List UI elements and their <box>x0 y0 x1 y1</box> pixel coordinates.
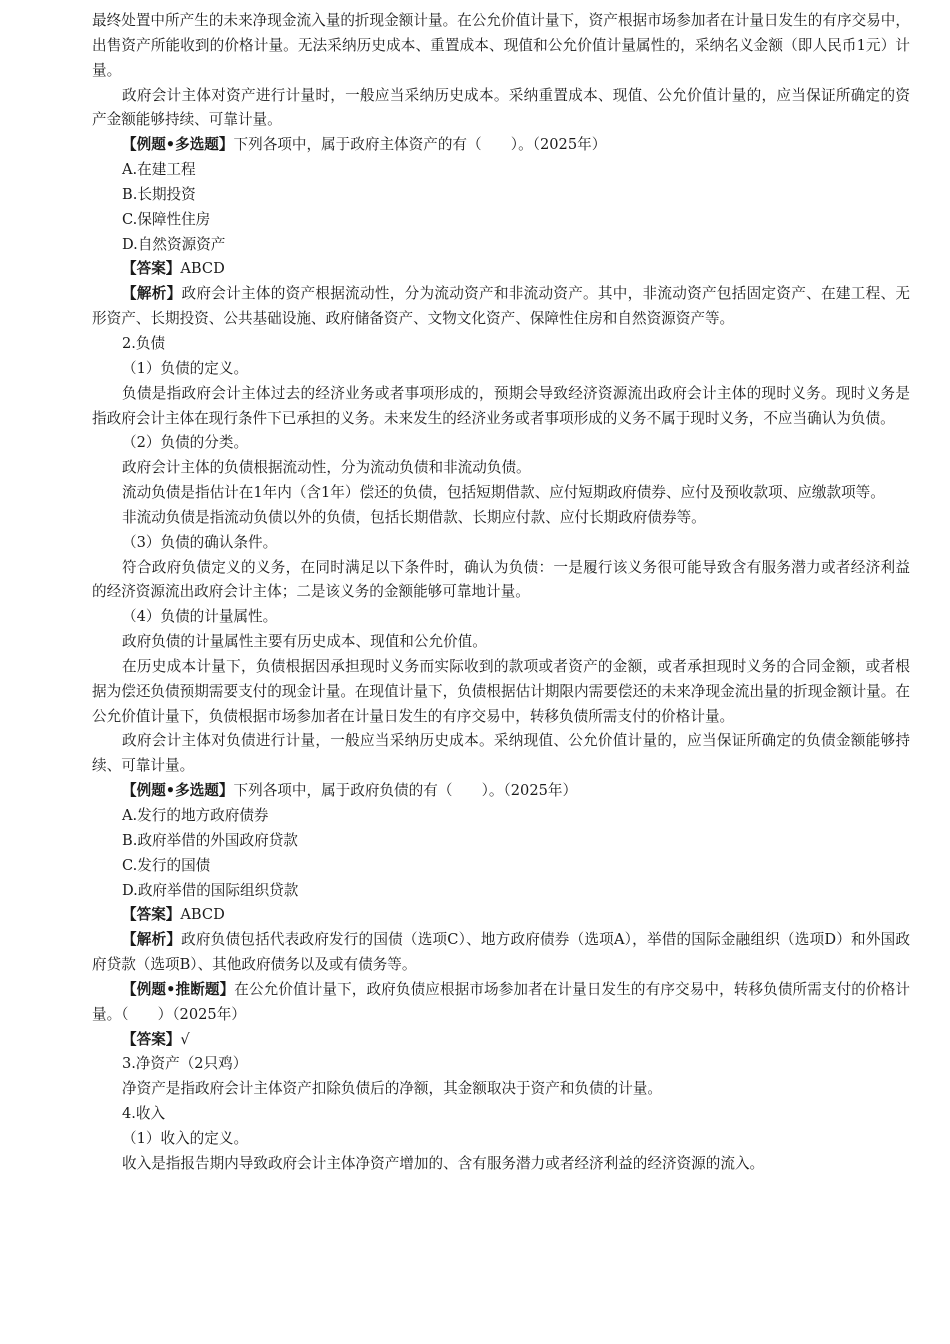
answer-tag: 【答案】 <box>122 1030 181 1048</box>
paragraph <box>92 1152 910 1177</box>
option-a <box>92 158 910 183</box>
option-d <box>92 879 910 904</box>
question-text: 下列各项中，属于政府主体资产的有（ ）。（2025年） <box>233 136 607 154</box>
paragraph <box>92 655 910 730</box>
heading-text: （3）负债的确认条件。 <box>122 533 278 551</box>
option-text: D.自然资源资产 <box>122 235 226 253</box>
section-heading <box>92 1102 910 1127</box>
paragraph <box>92 630 910 655</box>
example-question <box>92 133 910 158</box>
paragraph <box>92 1077 910 1102</box>
paragraph <box>92 506 910 531</box>
section-heading <box>92 1052 910 1077</box>
document-page <box>92 9 910 1177</box>
answer <box>92 1028 910 1053</box>
question-text: 下列各项中，属于政府负债的有（ ）。（2025年） <box>233 782 578 800</box>
explanation-tag: 【解析】 <box>122 931 182 949</box>
option-text: A.在建工程 <box>122 161 196 179</box>
explanation <box>92 928 910 978</box>
answer-text: ABCD <box>180 260 225 278</box>
option-text: A.发行的地方政府债券 <box>122 807 269 824</box>
option-a <box>92 804 910 829</box>
option-d <box>92 233 910 258</box>
paragraph-text: 负债是指政府会计主体过去的经济业务或者事项形成的，预期会导致经济资源流出政府会计主体的现时义务。现时义务是指政府会计主体在现行条件下已承担的义务。未来发生的经济业务或者事项形成的义务不属于现时义务，不应当确认为负债。 <box>92 384 910 427</box>
paragraph-text: 净资产是指政府会计主体资产扣除负债后的净额，其金额取决于资产和负债的计量。 <box>122 1080 662 1098</box>
heading-text: （2）负债的分类。 <box>122 434 249 452</box>
paragraph <box>92 481 910 506</box>
paragraph-text: 符合政府负债定义的义务，在同时满足以下条件时，确认为负债：一是履行该义务很可能导致含有服务潜力或者经济利益的经济资源流出政府会计主体；二是该义务的金额能够可靠地计量。 <box>92 558 910 601</box>
explanation-text: 政府负债包括代表政府发行的国债（选项C）、地方政府债券（选项A），举借的国际金融组织（选项D）和外国政府贷款（选项B）、其他政府债务以及或有债务等。 <box>92 931 910 974</box>
paragraph-text: 非流动负债是指流动负债以外的负债，包括长期借款、长期应付款、应付长期政府债券等。 <box>122 508 706 526</box>
subsection-heading <box>92 605 910 630</box>
option-text: C.发行的国债 <box>122 856 211 874</box>
paragraph <box>92 729 910 779</box>
answer <box>92 903 910 928</box>
explanation-text: 政府会计主体的资产根据流动性，分为流动资产和非流动资产。其中，非流动资产包括固定资产、在建工程、无形资产、长期投资、公共基础设施、政府储备资产、文物文化资产、保障性住房和自然资源资产等。 <box>92 285 910 328</box>
question-tag: 【例题•多选题】 <box>122 782 234 800</box>
question-tag: 【例题•多选题】 <box>122 136 234 154</box>
question-text: 在公允价值计量下，政府负债应根据市场参加者在计量日发生的有序交易中，转移负债所需支付的价格计量。（ ）（2025年） <box>92 980 910 1023</box>
paragraph-text: 政府会计主体对负债进行计量，一般应当采纳历史成本。采纳现值、公允价值计量的，应当保证所确定的负债金额能够持续、可靠计量。 <box>92 732 910 775</box>
heading-text: 4.收入 <box>122 1105 166 1123</box>
paragraph-text: 政府负债的计量属性主要有历史成本、现值和公允价值。 <box>122 633 487 651</box>
option-b <box>92 183 910 208</box>
example-question <box>92 978 910 1028</box>
option-text: C.保障性住房 <box>122 210 211 228</box>
option-text: B.长期投资 <box>122 185 196 203</box>
paragraph-text: 政府会计主体对资产进行计量时，一般应当采纳历史成本。采纳重置成本、现值、公允价值计量的，应当保证所确定的资产金额能够持续、可靠计量。 <box>92 86 910 129</box>
paragraph <box>92 456 910 481</box>
question-tag: 【例题•推断题】 <box>122 980 235 998</box>
subsection-heading <box>92 1127 910 1152</box>
option-text: B.政府举借的外国政府贷款 <box>122 831 298 849</box>
answer-tag: 【答案】 <box>122 260 181 278</box>
option-text: D.政府举借的国际组织贷款 <box>122 881 299 899</box>
option-b <box>92 829 910 854</box>
heading-text: 2.负债 <box>122 334 166 352</box>
explanation <box>92 282 910 332</box>
answer-text: ABCD <box>180 906 225 924</box>
paragraph-text: 最终处置中所产生的未来净现金流入量的折现金额计量。在公允价值计量下，资产根据市场参加者在计量日发生的有序交易中，出售资产所能收到的价格计量。无法采纳历史成本、重置成本、现值和公允价值计量属性的，采纳名义金额（即人民币1元）计量。 <box>92 12 910 79</box>
paragraph <box>92 84 910 134</box>
option-c <box>92 208 910 233</box>
explanation-tag: 【解析】 <box>122 285 182 303</box>
heading-text: （4）负债的计量属性。 <box>122 608 278 626</box>
paragraph-text: 流动负债是指估计在1年内（含1年）偿还的负债，包括短期借款、应付短期政府债券、应付及预收款项、应缴款项等。 <box>122 484 885 502</box>
option-c <box>92 854 910 879</box>
heading-text: 3.净资产（2只鸡） <box>122 1055 248 1073</box>
paragraph-text: 收入是指报告期内导致政府会计主体净资产增加的、含有服务潜力或者经济利益的经济资源的流入。 <box>122 1154 765 1172</box>
subsection-heading <box>92 531 910 556</box>
section-heading <box>92 332 910 357</box>
paragraph <box>92 9 910 84</box>
answer-tag: 【答案】 <box>122 906 181 924</box>
heading-text: （1）收入的定义。 <box>122 1129 249 1147</box>
example-question <box>92 779 910 804</box>
paragraph-text: 在历史成本计量下，负债根据因承担现时义务而实际收到的款项或者资产的金额，或者承担现时义务的合同金额，或者根据为偿还负债预期需要支付的现金计量。在现值计量下，负债根据估计期限内需要偿还的未来净现金流出量的折现金额计量。在公允价值计量下，负债根据市场参加者在计量日发生的有序交易中，转移负债所需支付的价格计量。 <box>92 657 910 725</box>
heading-text: （1）负债的定义。 <box>122 359 249 377</box>
subsection-heading <box>92 431 910 456</box>
paragraph-text: 政府会计主体的负债根据流动性，分为流动负债和非流动负债。 <box>122 459 531 477</box>
answer <box>92 257 910 282</box>
paragraph <box>92 382 910 432</box>
answer-text: √ <box>180 1030 190 1048</box>
paragraph <box>92 556 910 606</box>
subsection-heading <box>92 357 910 382</box>
